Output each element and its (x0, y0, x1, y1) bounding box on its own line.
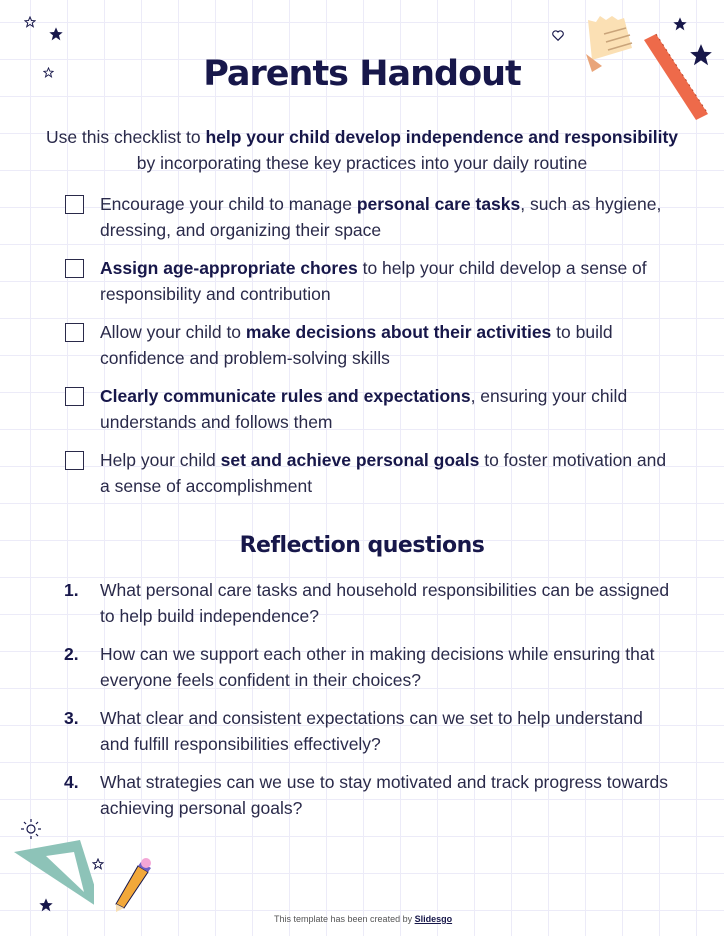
question-item: 2. How can we support each other in making decisions while ensuring that everyone feels confident in their choices? (64, 644, 655, 690)
checklist-item: Help your child set and achieve personal goals to foster motivation and a sense of accomplishment (64, 447, 674, 511)
checkbox[interactable] (65, 259, 84, 278)
checklist-item: Allow your child to make decisions about their activities to build confidence and problem-solving skills (64, 319, 674, 383)
question-item: 1. What personal care tasks and household responsibilities can be assigned to help build independence? (64, 580, 670, 626)
checklist (64, 191, 674, 511)
heart-icon (551, 28, 565, 42)
question-item: 3. What clear and consistent expectations can we set to help understand and fulfill responsibilities effectively? (64, 708, 643, 754)
pencil-icon (114, 858, 154, 912)
star-outline-icon (24, 16, 36, 28)
checkbox[interactable] (65, 451, 84, 470)
reflection-heading: Reflection questions (239, 533, 485, 558)
star-icon (48, 26, 64, 42)
checkbox[interactable] (65, 323, 84, 342)
slidesgo-link[interactable]: Slidesgo (414, 914, 453, 924)
page-title: Parents Handout (203, 54, 521, 94)
checklist-item: Assign age-appropriate chores to help your child develop a sense of responsibility and contribution (64, 255, 674, 319)
star-icon (38, 897, 54, 913)
checkbox[interactable] (65, 195, 84, 214)
questions-list (64, 577, 674, 833)
intro-text: Use this checklist to help your child develop independence and responsibility by incorporating these key practices into your daily routine (45, 127, 679, 173)
checkbox[interactable] (65, 387, 84, 406)
star-outline-icon (92, 858, 104, 870)
question-item: 4. What strategies can we use to stay motivated and track progress towards achieving personal goals? (64, 772, 669, 818)
sun-icon (20, 818, 42, 840)
checklist-item: Clearly communicate rules and expectations, ensuring your child understands and follows them (64, 383, 674, 447)
star-icon (672, 16, 688, 32)
checklist-item: Encourage your child to manage personal care tasks, such as hygiene, dressing, and organizing their space (64, 191, 674, 255)
footer-credit: This template has been created by Slidesgo (274, 914, 453, 924)
